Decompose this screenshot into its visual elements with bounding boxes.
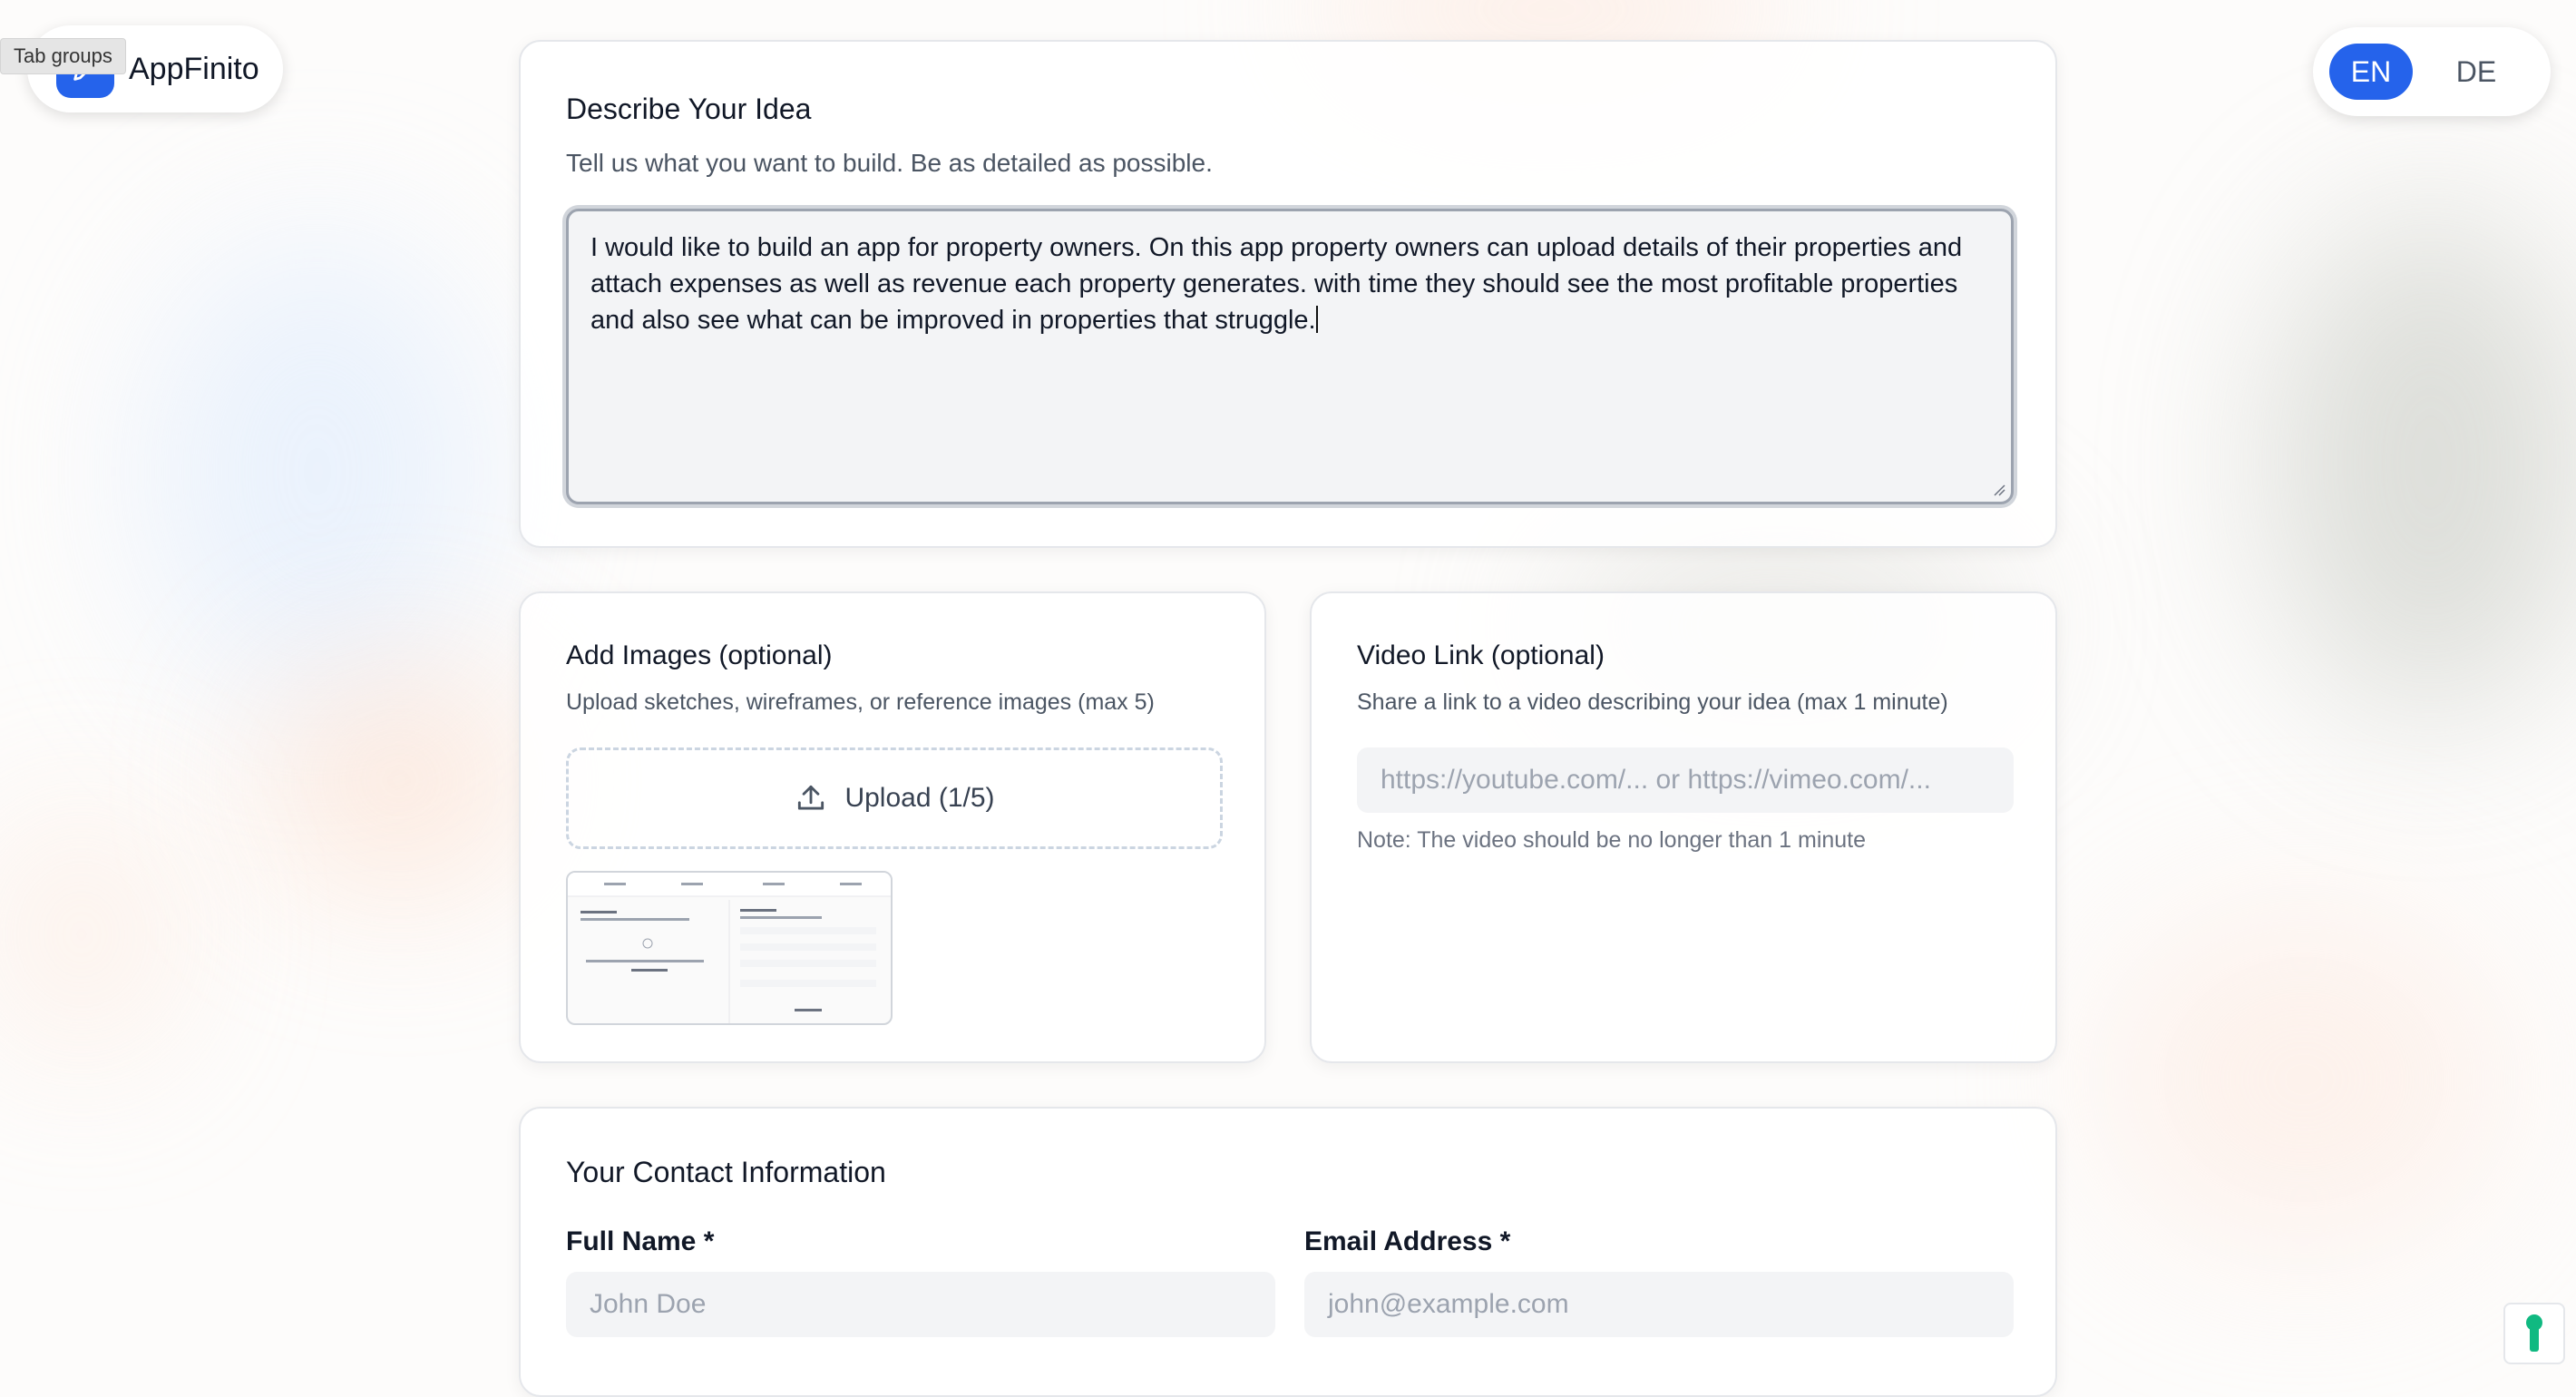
background-blur bbox=[145, 236, 490, 708]
background-blur bbox=[0, 816, 163, 1052]
images-card bbox=[519, 591, 1266, 1063]
tab-groups-tooltip: Tab groups bbox=[0, 38, 126, 74]
idea-card bbox=[519, 40, 2057, 548]
background-blur bbox=[2268, 209, 2576, 717]
idea-title: Describe Your Idea bbox=[566, 93, 812, 125]
video-card bbox=[1310, 591, 2057, 1063]
text-caret bbox=[1316, 306, 1318, 333]
email-label: Email Address * bbox=[1304, 1226, 1511, 1256]
upload-icon bbox=[794, 781, 828, 816]
contact-title: Your Contact Information bbox=[566, 1156, 886, 1188]
language-switcher bbox=[2313, 27, 2551, 116]
images-subtitle: Upload sketches, wireframes, or reference images (max 5) bbox=[566, 689, 1155, 715]
extension-button[interactable] bbox=[2503, 1303, 2565, 1364]
idea-textarea[interactable] bbox=[566, 209, 2014, 504]
wireframe-preview bbox=[568, 873, 891, 1023]
video-title: Video Link (optional) bbox=[1357, 640, 1605, 670]
app-name: AppFinito bbox=[129, 51, 259, 86]
video-url-input[interactable]: https://youtube.com/... or https://vimeo.com/... bbox=[1357, 747, 2014, 813]
idea-text: I would like to build an app for property owners. On this app property owners can upload details of their properties and attach expenses as well as revenue each property generates. with time they should see the most profitable properties and also see what can be improved in properties that struggle. bbox=[590, 233, 1963, 335]
idea-subtitle: Tell us what you want to build. Be as detailed as possible. bbox=[566, 149, 1213, 177]
upload-button[interactable] bbox=[566, 747, 1223, 849]
images-title: Add Images (optional) bbox=[566, 640, 833, 670]
video-subtitle: Share a link to a video describing your idea (max 1 minute) bbox=[1357, 689, 1948, 715]
background-blur bbox=[272, 671, 526, 889]
full-name-input[interactable]: John Doe bbox=[566, 1272, 1275, 1337]
upload-label: Upload (1/5) bbox=[844, 783, 995, 813]
full-name-label: Full Name * bbox=[566, 1226, 715, 1256]
contact-card bbox=[519, 1107, 2057, 1397]
background-blur bbox=[2104, 907, 2503, 1252]
lang-de-button[interactable]: DE bbox=[2455, 54, 2497, 88]
keyhole-icon bbox=[2522, 1314, 2546, 1353]
email-input[interactable]: john@example.com bbox=[1304, 1272, 2014, 1337]
lang-en-button[interactable]: EN bbox=[2329, 44, 2413, 100]
video-note: Note: The video should be no longer than 1 minute bbox=[1357, 827, 1867, 853]
resize-handle-icon[interactable] bbox=[1991, 482, 2005, 496]
image-thumbnail[interactable] bbox=[566, 871, 893, 1025]
